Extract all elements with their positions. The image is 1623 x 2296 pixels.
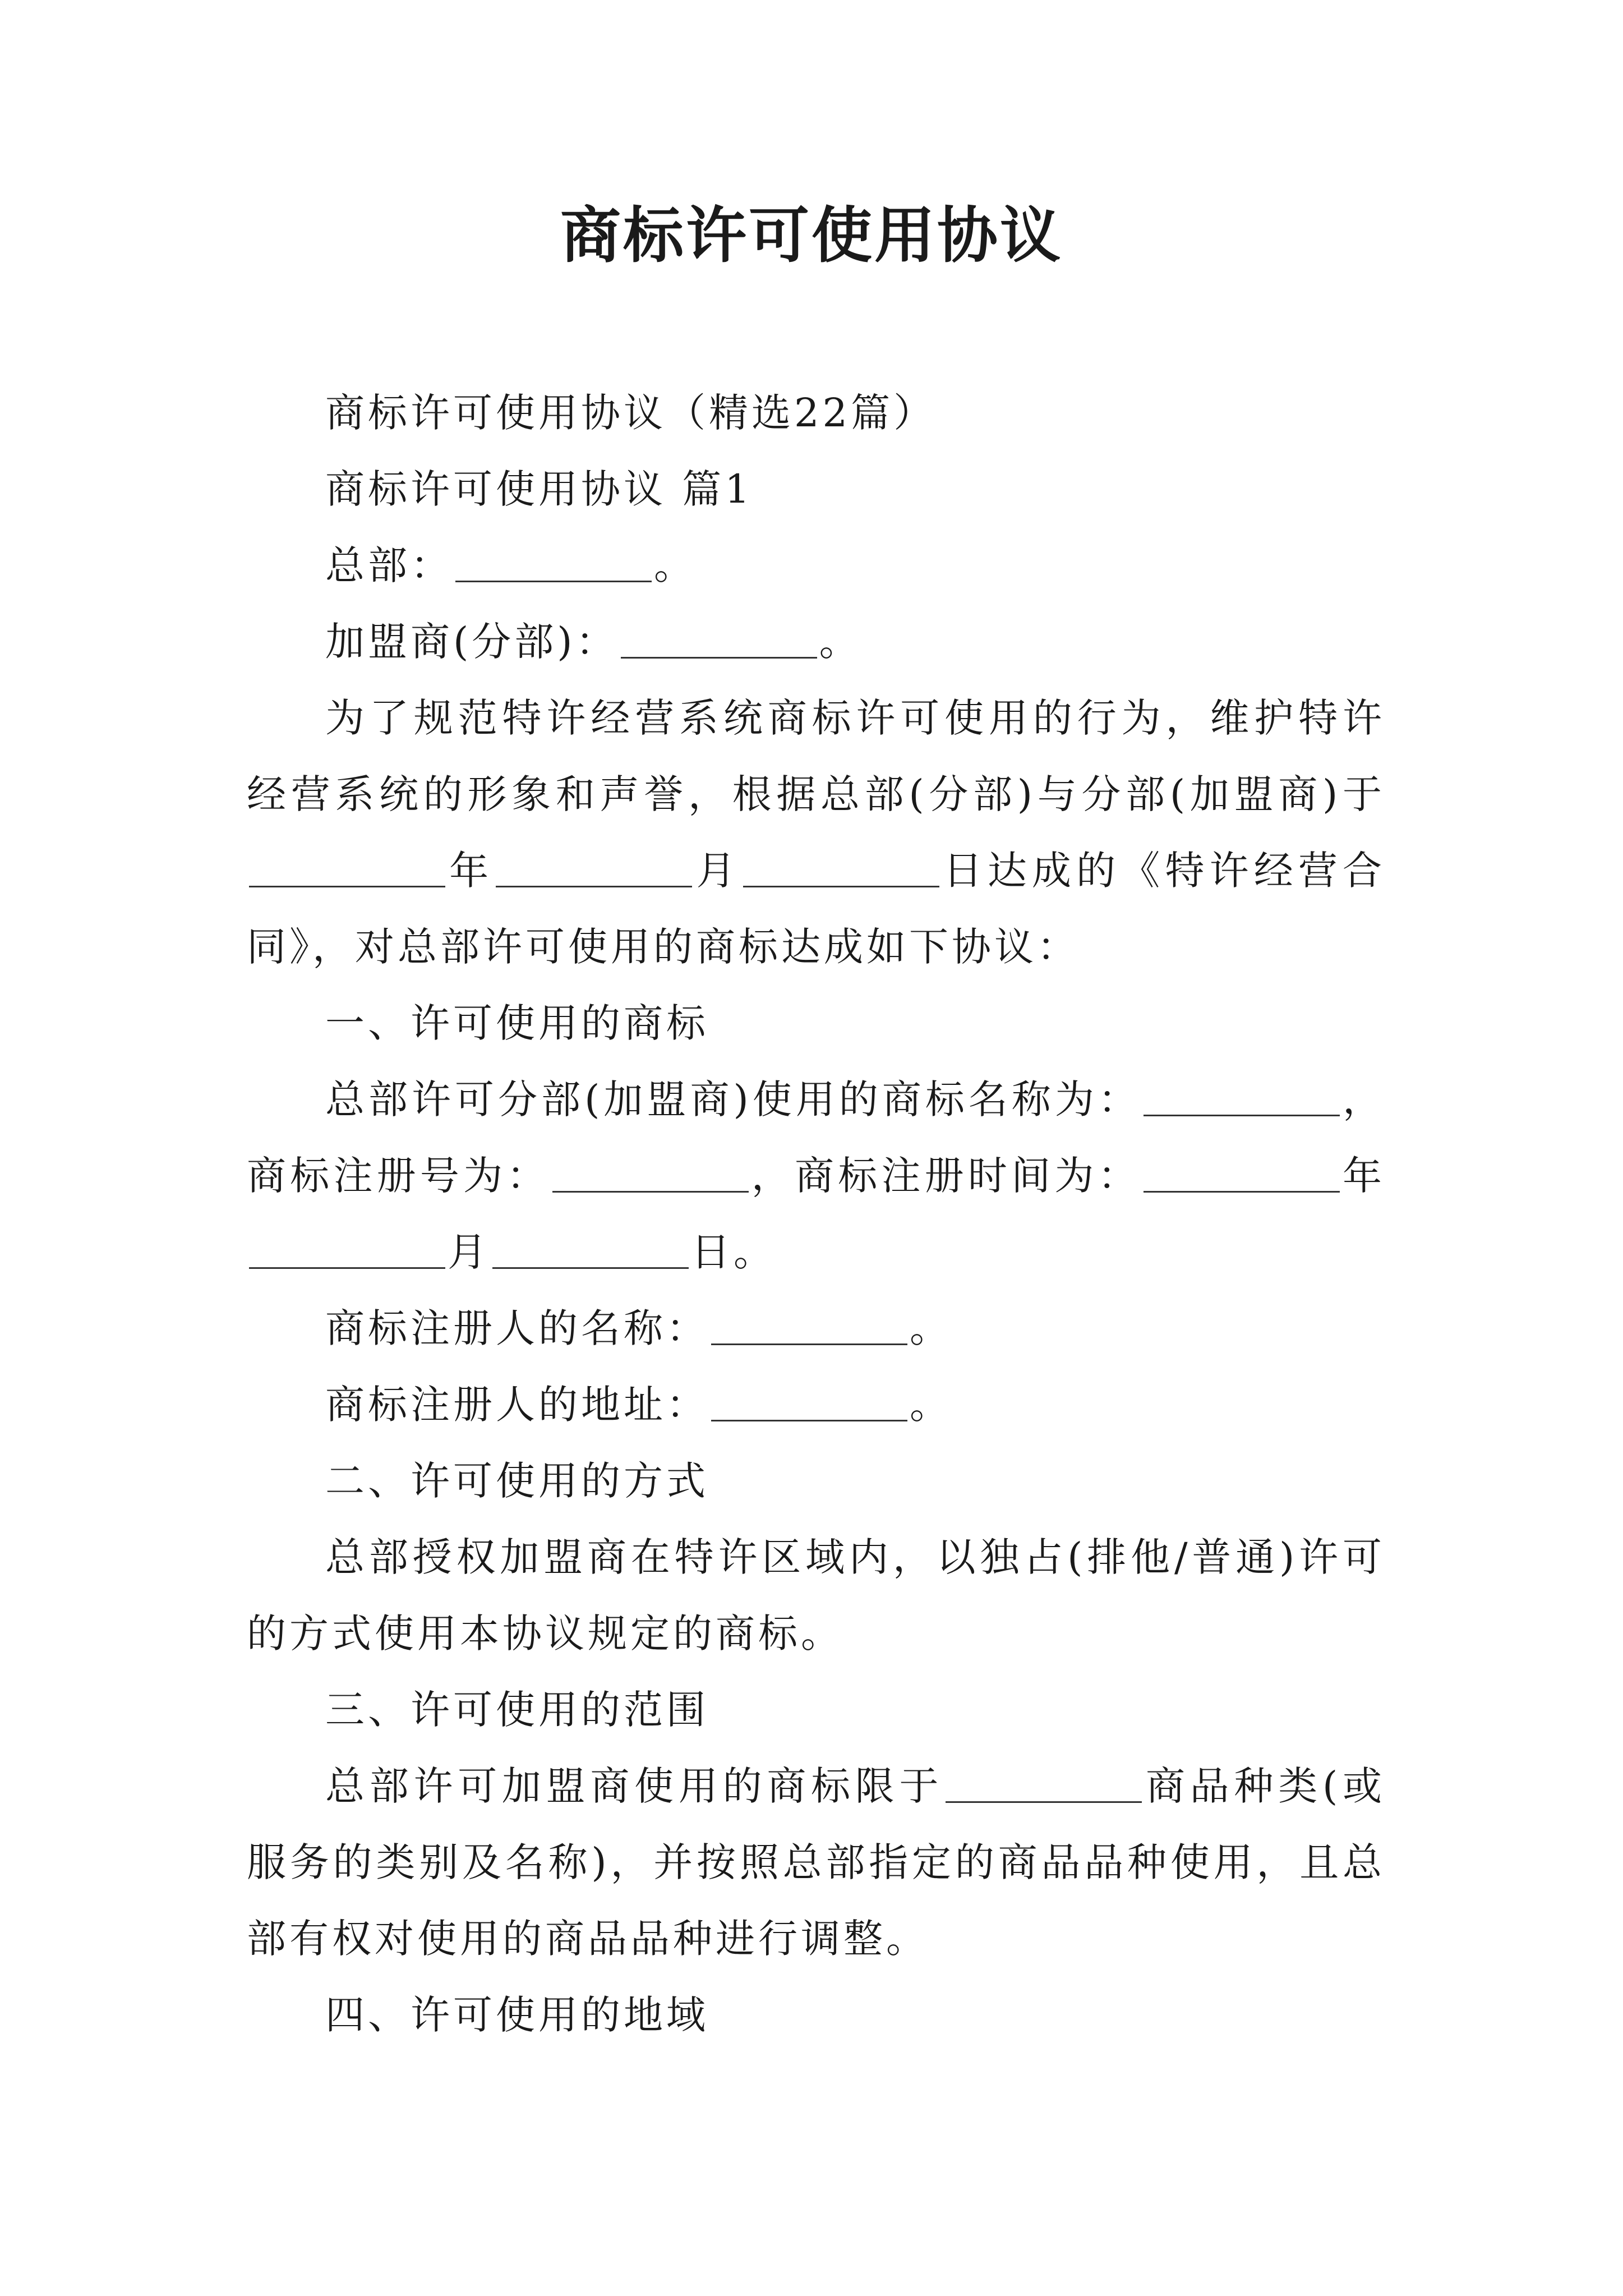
section-heading: 二、许可使用的方式 [325,1458,709,1504]
paragraph: 总部许可分部(加盟商)使用的商标名称为： ，商标注册号为： ，商标注册时间为： 年 月 日。 [247,1076,1386,1275]
fill-in-blank [496,846,692,887]
document-title: 商标许可使用协议 [560,200,1063,271]
paragraph: 商标注册人的地址： 。 [325,1382,952,1428]
section-heading: 一、许可使用的商标 [325,1000,709,1046]
paragraph: 总部授权加盟商在特许区域内，以独占(排他/普通)许可的方式使用本协议规定的商标。 [247,1534,1385,1657]
fill-in-blank [455,541,652,582]
fill-in-blank [1144,1075,1340,1116]
fill-in-blank [946,1762,1142,1803]
paragraph: 商标注册人的名称： 。 [325,1305,952,1351]
fill-in-blank [711,1304,907,1345]
paragraph: 加盟商(分部)： 。 [325,619,862,665]
section-heading: 四、许可使用的地域 [325,1992,709,2038]
fill-in-blank [711,1381,907,1421]
fill-in-blank [249,1228,445,1269]
paragraph: 为了规范特许经营系统商标许可使用的行为，维护特许经营系统的形象和声誉，根据总部(分部)与分部(加盟商)于 年 月 日达成的《特许经营合同》，对总部许可使用的商标达成如下协议： [247,695,1386,970]
fill-in-blank [621,618,817,659]
fill-in-blank [743,846,939,887]
fill-in-blank [1144,1152,1340,1193]
paragraph: 商标许可使用协议（精选22篇） [325,390,937,436]
section-heading: 三、许可使用的范围 [325,1687,709,1733]
fill-in-blank [249,846,445,887]
fill-in-blank [492,1228,689,1269]
paragraph: 总部： 。 [325,542,697,588]
fill-in-blank [552,1152,749,1193]
paragraph: 总部许可加盟商使用的商标限于 商品种类(或服务的类别及名称)，并按照总部指定的商品品种使用，且总部有权对使用的商品品种进行调整。 [247,1763,1385,1962]
document-body [247,375,1385,2053]
paragraph: 商标许可使用协议 篇1 [325,466,753,512]
